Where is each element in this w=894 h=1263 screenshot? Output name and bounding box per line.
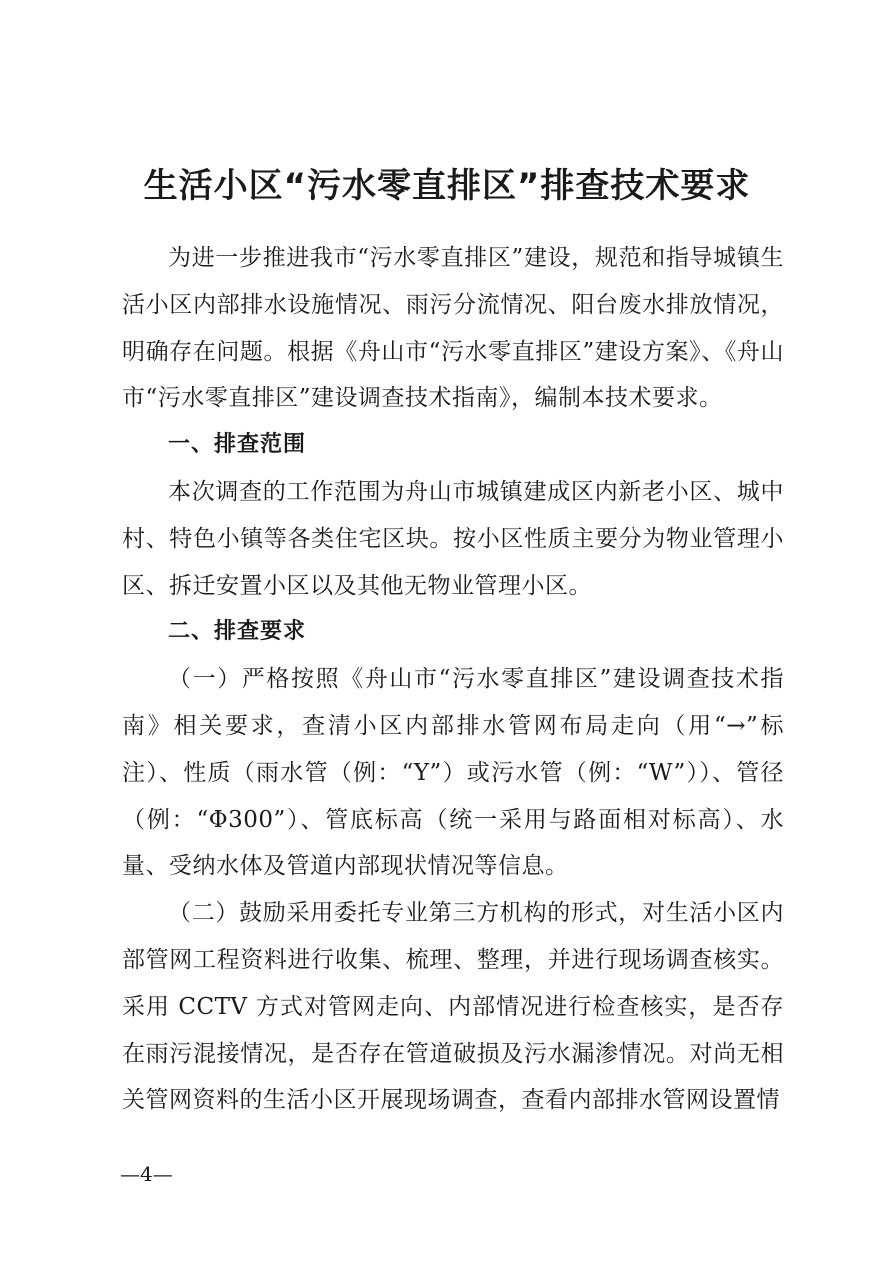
requirement-paragraph-1: （一）严格按照《舟山市“污水零直排区”建设调查技术指南》相关要求，查清小区内部排水管网布局走向（用“→”标注）、性质（雨水管（例：“Y”）或污水管（例：“W”））、管径（例：“Φ300”）、管底标高（统一采用与路面相对标高）、水量、受纳水体及管道内部现状情况等信息。	[122, 666, 784, 880]
scope-paragraph: 本次调查的工作范围为舟山市城镇建成区内新老小区、城中村、特色小镇等各类住宅区块。按小区性质主要分为物业管理小区、拆迁安置小区以及其他无物业管理小区。	[122, 478, 784, 599]
page-number: —4—	[120, 1162, 173, 1186]
document-title: 生活小区“污水零直排区”排查技术要求	[143, 166, 751, 206]
requirement-paragraph-2: （二）鼓励采用委托专业第三方机构的形式，对生活小区内部管网工程资料进行收集、梳理、整理，并进行现场调查核实。采用 CCTV 方式对管网走向、内部情况进行检查核实，是否存在雨污混接情况，是否存在管道破损及污水漏渗情况。对尚无相关管网资料的生活小区开展现场调查，查看内部排水管网设置情	[122, 900, 784, 1114]
intro-paragraph: 为进一步推进我市“污水零直排区”建设，规范和指导城镇生活小区内部排水设施情况、雨污分流情况、阳台废水排放情况，明确存在问题。根据《舟山市“污水零直排区”建设方案》、《舟山市“污水零直排区”建设调查技术指南》，编制本技术要求。	[122, 245, 784, 412]
document-body	[122, 235, 784, 1124]
section-heading-scope: 一、排查范围	[168, 432, 307, 458]
section-heading-requirements: 二、排查要求	[168, 619, 307, 645]
